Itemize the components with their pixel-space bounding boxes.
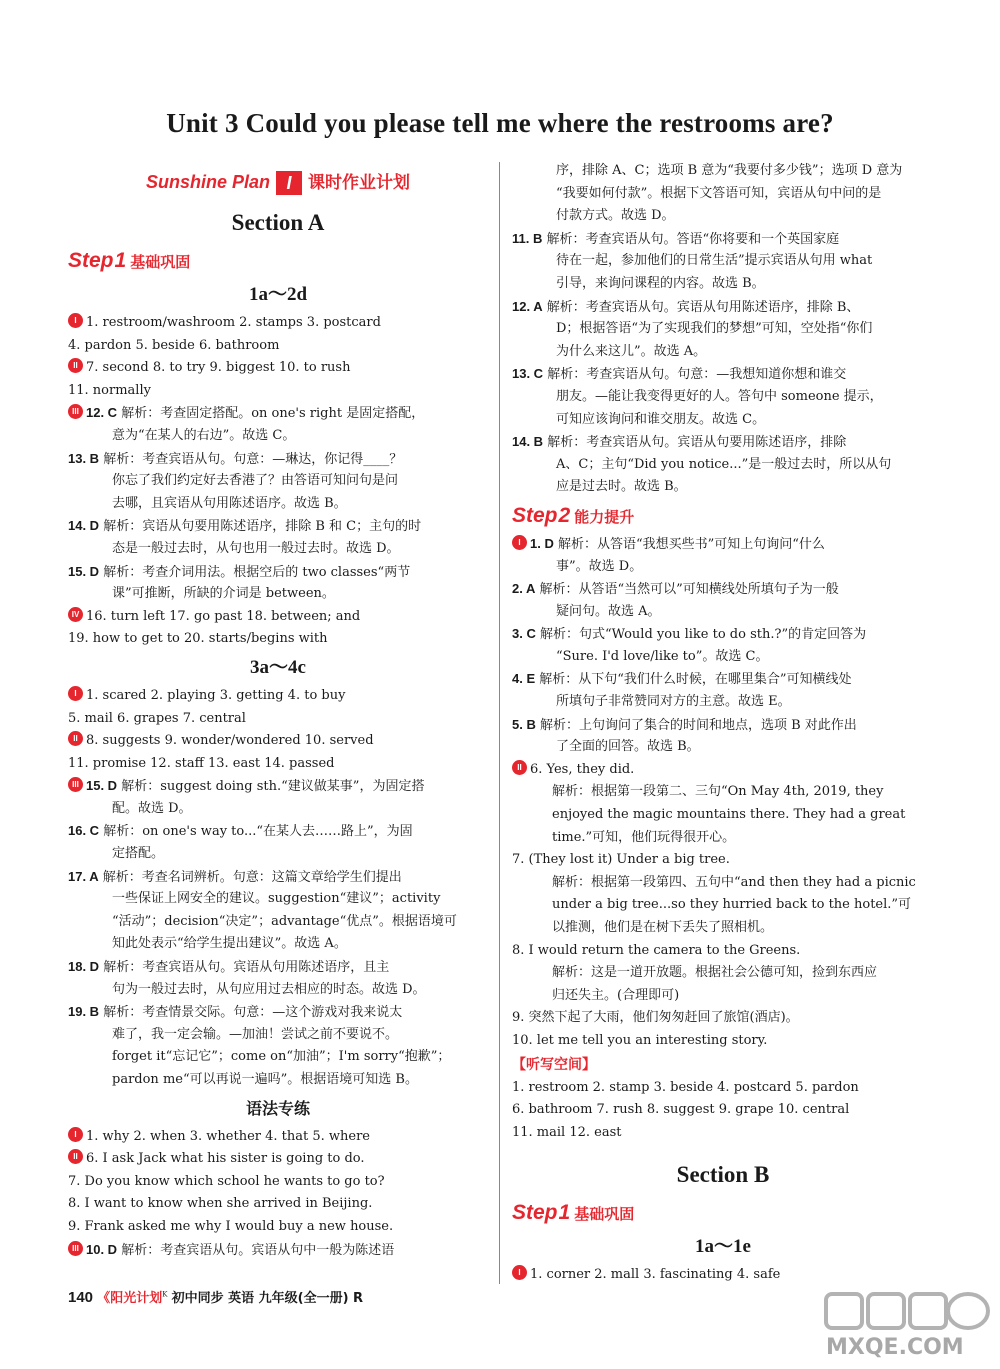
step-number: 2 [558,503,571,527]
answer-text: 19. B 解析：考查情景交际。句意：—这个游戏对我来说太 [68,1004,403,1021]
answer-line [68,1193,488,1216]
answer-line [512,1099,934,1122]
answer-text: A、C；主句“Did you notice...”是一般过去时，所以从句 [556,456,892,472]
answer-line [68,357,488,380]
answer-text: 2. A 解析：从答语“当然可以”可知横线处所填句子为一般 [512,581,839,598]
answer-text: 1. D 解析：从答语“我想买些书”可知上句询问“什么 [530,535,825,552]
answer-line [512,160,934,183]
step-number: 1 [114,249,127,272]
answer-text: 6. Yes, they did. [530,761,635,777]
answer-line [512,668,934,691]
exercise-marker-icon: I [512,1265,527,1280]
answer-line [512,714,934,737]
spacer [512,1144,934,1154]
answer-line [512,578,934,601]
answer-text: 你忘了我们约定好去香港了？由答语可知问句是问 [112,473,399,489]
answer-text: 14. B 解析：考查宾语从句。宾语从句要用陈述语序，排除 [512,434,847,451]
answer-line [68,933,488,956]
answer-text: 解析：根据第一段第四、五句中“and then they had a picnic [552,874,916,890]
column-divider [499,162,500,1284]
answer-line [68,685,488,708]
answer-line [512,940,934,963]
answer-line [68,1126,488,1149]
answer-text: 1. corner 2. mall 3. fascinating 4. safe [530,1267,781,1283]
answer-line [68,1069,488,1092]
subsection-heading: 语法专练 [245,1098,310,1118]
answer-line [68,312,488,335]
answer-text: 为什么来这儿”。故选 A。 [556,343,707,359]
answer-text: 13. C 解析：考查宾语从句。句意：—我想知道你想和谁交 [512,366,847,383]
answer-line [512,1122,934,1145]
answer-line [68,843,488,866]
answer-text: 一些保证上网安全的建议。suggestion“建议”；activity [112,891,441,907]
answer-text: 疑问句。故选 A。 [556,603,661,619]
exercise-marker-icon: II [512,760,527,775]
answer-text: 句为一般过去时，从句应用过去相应的时态。故选 D。 [112,981,426,997]
answer-text: “活动”；decision“决定”；advantage“优点”。根据语境可 [112,913,457,929]
answer-text: forget it“忘记它”；come on“加油”；I'm sorry“抱歉”； [112,1049,451,1065]
exercise-marker-icon: I [512,535,527,550]
answer-line [512,386,934,409]
answer-line [68,470,488,493]
exercise-marker-icon: III [68,1241,83,1256]
answer-text: 引导，来询问课程的内容。故选 B。 [556,275,765,291]
step-1-heading [512,1196,934,1230]
answer-text: 18. D 解析：考查宾语从句。宾语从句用陈述语序，且主 [68,959,390,976]
answer-text: 意为“在某人的右边”。故选 C。 [112,427,296,443]
answer-text: enjoyed the magic mountains there. They had a great [552,807,906,823]
answer-text: 解析：这是一道开放题。根据社会公德可知，捡到东西应 [552,965,878,981]
answer-text: time.”可知，他们玩得很开心。 [552,829,736,845]
answer-line [68,866,488,889]
footer-chevron-icon: 《 [97,1291,111,1306]
answer-line [68,606,488,629]
answer-text: 应是过去时。故选 B。 [556,479,687,495]
section-a-heading: Section A [231,210,325,235]
answer-text: 难了，我一定会输。—加油！尝试之前不要说不。 [112,1026,399,1042]
step-word: Step [512,1201,558,1225]
answer-line [512,623,934,646]
answer-text: 6. bathroom 7. rush 8. suggest 9. grape 10. central [512,1102,850,1118]
watermark-text: MXQE.COM [826,1335,964,1360]
answer-line [512,804,934,827]
step-label: 基础巩固 [130,253,191,271]
answer-line [68,888,488,911]
answer-line [68,1148,488,1171]
answer-line [68,1001,488,1024]
answer-text: 以推测，他们是在树下丢失了照相机。 [552,920,774,935]
answer-line [512,556,934,579]
answer-line [512,894,934,917]
answer-watermark-logo [822,1290,992,1362]
answer-text: 11. normally [68,382,151,398]
exercise-marker-icon: III [68,404,83,419]
answer-text: 10. let me tell you an interesting story. [512,1032,768,1048]
answer-text: 5. B 解析：上句询问了集合的时间和地点，选项 B 对此作出 [512,716,857,733]
answer-line [512,205,934,228]
answer-line [512,1007,934,1030]
answer-text: 7. Do you know which school he wants to go to? [68,1173,385,1189]
answer-text: 17. A 解析：考查名词辨析。句意：这篇文章给学生们提出 [68,868,402,885]
page-footer: 140 《阳光计划$^K$ 初中同步 英语 九年级(全一册) R [68,1289,364,1306]
answer-line [68,493,488,516]
answer-text: 1. restroom 2. stamp 3. beside 4. postcard 5. pardon [512,1079,859,1095]
answer-line [68,1024,488,1047]
answer-text: 9. 突然下起了大雨，他们匆匆赶回了旅馆(酒店)。 [512,1010,799,1026]
answer-text: 19. how to get to 20. starts/begins with [68,631,328,647]
subsection-heading: 3a～4c [250,656,306,678]
dictation-heading: 【听写空间】 [512,1056,596,1073]
answer-line [68,425,488,448]
answer-text: 5. mail 6. grapes 7. central [68,710,246,726]
answer-line [68,561,488,584]
answer-line [68,402,488,425]
answer-line [512,454,934,477]
answer-line [512,962,934,985]
answer-text: 11. mail 12. east [512,1124,622,1140]
subsection-heading: 1a～2d [248,284,308,305]
answer-line [68,979,488,1002]
answer-line [512,872,934,895]
exercise-marker-icon: II [68,1149,83,1164]
answer-line [68,335,488,358]
answer-line [512,985,934,1008]
answer-text: 归还失主。(合理即可) [552,987,680,1003]
answer-line [68,628,488,651]
answer-line [512,1030,934,1053]
answer-text: 12. C 解析：考查固定搭配。on one's right 是固定搭配， [86,405,425,422]
answer-line [68,1171,488,1194]
answer-line [512,476,934,499]
answer-text: 8. suggests 9. wonder/wondered 10. served [86,733,374,749]
exercise-marker-icon: III [68,777,83,792]
answer-line [512,183,934,206]
answer-line [68,798,488,821]
footer-book-info: 初中同步 英语 九年级(全一册) R [171,1291,364,1306]
step-2-heading [512,499,934,533]
answer-line [68,911,488,934]
answer-line [512,691,934,714]
answer-text: 11. B 解析：考查宾语从句。答语“你将要和一个英国家庭 [512,230,840,247]
answer-text: 知此处表示“给学生提出建议”。故选 A。 [112,936,347,952]
answer-text: 配。故选 D。 [112,800,192,816]
exercise-marker-icon: I [68,686,83,701]
answer-text: 16. C 解析：on one's way to...“在某人去……路上”，为固 [68,823,413,840]
answer-text: 去哪，且宾语从句用陈述语序。故选 B。 [112,495,347,511]
exercise-marker-icon: I [68,1127,83,1142]
answer-line [512,273,934,296]
answer-line [68,448,488,471]
answer-text: 所填句子非常赞同对方的主意。故选 E。 [556,694,791,710]
section-b-heading: Section B [676,1162,770,1188]
answer-line [512,736,934,759]
answer-text: 4. E 解析：从下句“我们什么时候，在哪里集合”可知横线处 [512,671,852,688]
plan-title-en: Sunshine Plan [145,172,271,192]
answer-line [512,1264,934,1287]
exercise-marker-icon: II [68,731,83,746]
answer-line [512,917,934,940]
answer-line [512,849,934,872]
answer-line [68,583,488,606]
answer-text: 可知应该询问和谁交朋友。故选 C。 [556,411,766,427]
answer-text: 7. (They lost it) Under a big tree. [512,852,730,868]
footer-brand: 阳光计划 [110,1291,163,1306]
step-number: 1 [558,1201,571,1225]
answer-text: 待在一起，参加他们的日常生活”提示宾语从句用 what [556,253,873,269]
answer-text: 14. D 解析：宾语从句要用陈述语序，排除 B 和 C；主句的时 [68,518,422,535]
answer-line [512,759,934,782]
answer-line [68,1046,488,1069]
answer-text: 7. second 8. to try 9. biggest 10. to rush [86,360,351,376]
exercise-marker-icon: I [68,313,83,328]
answer-text: 6. I ask Jack what his sister is going to do. [86,1151,365,1167]
subsection-heading: 1a～1e [695,1236,751,1258]
answer-text: D；根据答语“为了实现我们的梦想”可知，空处指“你们 [556,321,873,337]
step-label: 基础巩固 [574,1205,635,1224]
answer-text: 解析：根据第一段第二、三句“On May 4th, 2019, they [552,784,884,800]
answer-text: 课”可推断，所缺的介词是 between。 [112,586,335,602]
answer-text: 8. I want to know when she arrived in Beijing. [68,1196,373,1212]
answer-line [68,708,488,731]
answer-text: 11. promise 12. staff 13. east 14. passed [68,755,335,771]
sunshine-plan-header [68,162,488,202]
answer-line [512,646,934,669]
answer-line [68,956,488,979]
answer-text: 9. Frank asked me why I would buy a new house. [68,1218,394,1234]
answer-text: 13. B 解析：考查宾语从句。句意：—琳达，你记得____？ [68,450,403,467]
answer-line [68,1239,488,1262]
answer-text: 12. A 解析：考查宾语从句。宾语从句用陈述语序，排除 B、 [512,298,860,315]
answer-line [512,296,934,319]
step-label: 能力提升 [574,507,635,526]
answer-line [68,730,488,753]
answer-text: 态是一般过去时，从句也用一般过去时。故选 D。 [112,540,400,556]
answer-line [512,827,934,850]
answer-line [68,1216,488,1239]
answer-text: pardon me“可以再说一遍吗”。根据语境可知选 B。 [112,1072,418,1087]
answer-line [512,318,934,341]
answer-text: 4. pardon 5. beside 6. bathroom [68,337,280,353]
answer-line [512,409,934,432]
answer-text: 15. D 解析：suggest doing sth.“建议做某事”，为固定搭 [86,778,425,795]
answer-text: 1. why 2. when 3. whether 4. that 5. where [86,1128,370,1144]
answer-line [68,775,488,798]
answer-line [512,341,934,364]
answer-text: 10. D 解析：考查宾语从句。宾语从句中一般为陈述语 [86,1241,395,1258]
answer-line [512,1077,934,1100]
answer-text: 16. turn left 17. go past 18. between; and [86,608,361,624]
answer-line [512,431,934,454]
answer-line [68,820,488,843]
answer-text: 15. D 解析：考查介词用法。根据空后的 two classes“两节 [68,563,411,580]
answer-line [512,533,934,556]
answer-text: “我要如何付款”。根据下文答语可知，宾语从句中问的是 [556,185,882,201]
answer-line [68,515,488,538]
answer-text: 定搭配。 [112,846,165,862]
answer-line [512,228,934,251]
answer-text: 8. I would return the camera to the Greens. [512,942,801,958]
left-column [68,162,488,1261]
answer-text: under a big tree...so they hurried back to the hotel.”可 [552,897,912,913]
answer-line [68,538,488,561]
answer-line [512,781,934,804]
answer-line [512,363,934,386]
answer-text: 1. restroom/washroom 2. stamps 3. postcard [86,315,381,330]
step-1-heading [68,244,488,278]
step-word: Step [512,503,558,527]
plan-title-cn: 课时作业计划 [308,173,411,193]
answer-text: 了全面的回答。故选 B。 [556,739,700,755]
answer-line [68,753,488,776]
answer-line [512,250,934,273]
page-number: 140 [68,1289,94,1306]
answer-text: 付款方式。故选 D。 [556,208,675,224]
step-word: Step [68,249,114,272]
answer-text: “Sure. I'd love/like to”。故选 C。 [556,648,769,664]
answer-text: 朋友。—能让我变得更好的人。答句中 someone 提示， [556,388,883,404]
plan-mark-badge: I [276,171,302,195]
answer-text: 3. C 解析：句式“Would you like to do sth.?”的肯定回答为 [512,626,867,643]
right-column [512,160,934,1287]
answer-text: 1. scared 2. playing 3. getting 4. to buy [86,687,346,703]
answer-text: 事”。故选 D。 [556,558,643,574]
answer-line [68,380,488,403]
page-title: Unit 3 Could you please tell me where the restrooms are? [166,108,834,138]
exercise-marker-icon: II [68,358,83,373]
exercise-marker-icon: IV [68,607,83,622]
answer-text: 序，排除 A、C；选项 B 意为“我要付多少钱”；选项 D 意为 [556,163,903,178]
answer-line [512,601,934,624]
